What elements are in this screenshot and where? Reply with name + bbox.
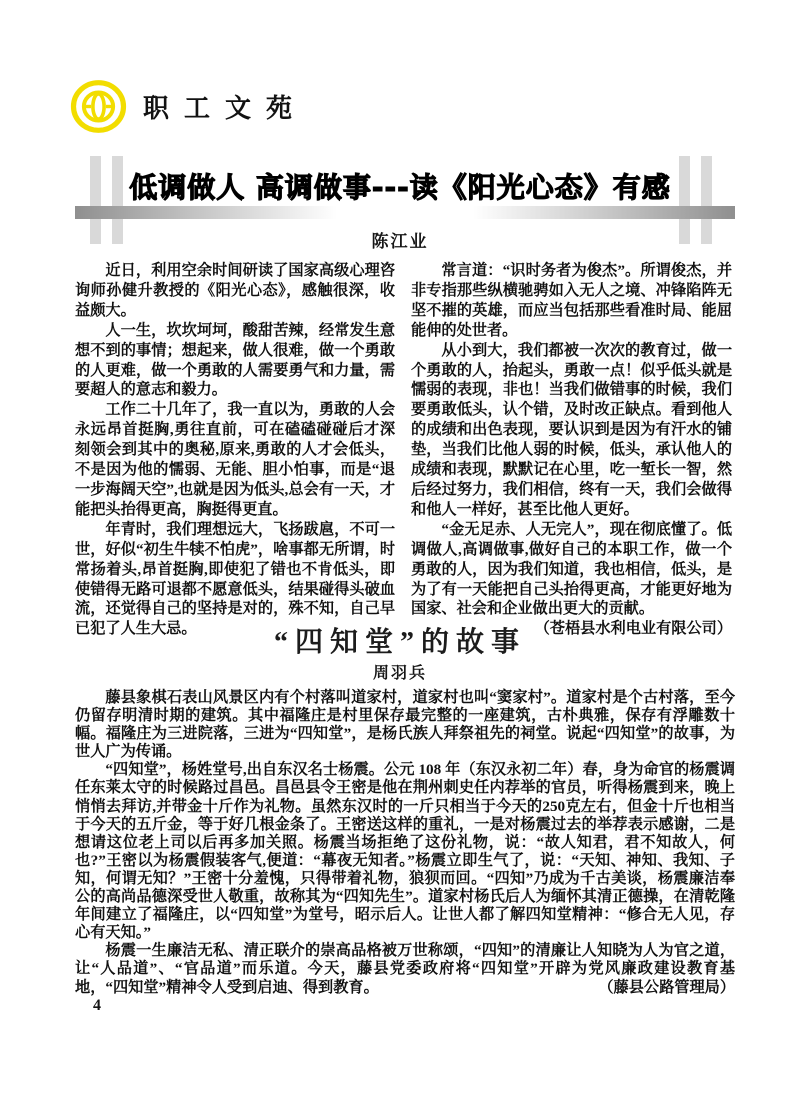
article1-right-column	[411, 261, 732, 639]
page-number: 4	[93, 997, 101, 1014]
paragraph: “四知堂”，杨姓堂号,出自东汉名士杨震。公元 108 年（东汉永初二年）春，身为命官的杨震调任东莱太守的时候路过昌邑。昌邑县令王密是他在荆州刺史任内荐举的官员，听得杨震到来，晚上悄悄去拜访,并带金十斤作为礼物。虽然东汉时的一斤只相当于今天的250克左右，但金十斤也相当于今天的五斤金，等于好几根金条了。王密送这样的重礼，一是对杨震过去的举荐表示感谢，二是想请这位老上司以后再多加关照。杨震当场拒绝了这份礼物，说：“故人知君，君不知故人，何也?”王密以为杨震假装客气,便道：“幕夜无知者。”杨震立即生气了，说：“天知、神知、我知、子知，何谓无知？”王密十分羞愧，只得带着礼物，狼狈而回。“四知”乃成为千古美谈，杨震廉洁奉公的高尚品德深受世人敬重，故称其为“四知先生”。道家村杨氏后人为缅怀其清正德操，在清乾隆年间建立了福隆庄，以“四知堂”为堂号，昭示后人。让世人都了解四知堂精神：“修合无人见，存心有天知。”	[75, 761, 735, 942]
deco-horizontal-bar-right	[473, 206, 735, 219]
paragraph	[75, 942, 735, 996]
paragraph: 从小到大，我们都被一次次的教育过，做一个勇敢的人，抬起头，勇敢一点！似乎低头就是懦弱的表现，非也！当我们做错事的时候，我们要勇敢低头，认个错，及时改正缺点。看到他人的成绩和出色表现，要认识到是因为有汗水的铺垫，当我们比他人弱的时候，低头，承认他人的成绩和表现，默默记在心里，吃一堑长一智，然后经过努力，我们相信，终有一天，我们会做得和他人一样好，甚至比他人更好。	[411, 341, 732, 518]
section-title: 职工文苑	[143, 94, 308, 123]
article2-attribution: （藤县公路管理局）	[598, 978, 735, 996]
paragraph-text: 杨震一生廉洁无私、清正联介的崇高品格被万世称颂，“四知”的清廉让人知晓为人为官之道，让“人品道”、“官品道”而乐道。今天，藤县党委政府将“四知堂”开辟为党风廉政建设教育基地，“四知堂”精神令人受到启迪、得到教育。	[75, 942, 735, 996]
paragraph: 人一生，坎坎坷坷，酸甜苦辣，经常发生意想不到的事情；想起来，做人很难，做一个勇敢的人更难，做一个勇敢的人需要勇气和力量，需要超人的意志和毅力。	[75, 321, 395, 399]
trade-union-logo-icon	[70, 80, 127, 133]
article2-body	[75, 689, 735, 997]
paragraph: 常言道：“识时务者为俊杰”。所谓俊杰，并非专指那些纵横驰骋如入无人之境、冲锋陷阵无坚不摧的英雄，而应当包括那些看准时局、能屈能伸的处世者。	[411, 262, 732, 339]
page-header	[70, 80, 307, 133]
paragraph: 藤县象棋石表山风景区内有个村落叫道家村，道家村也叫“窦家村”。道家村是个古村落，至今仍留存明清时期的建筑。其中福隆庄是村里保存最完整的一座建筑，古朴典雅，保存有浮雕数十幅。福隆庄为三进院落，三进为“四知堂”，是杨氏族人拜祭祖先的祠堂。说起“四知堂”的故事，为世人广为传诵。	[75, 689, 735, 761]
deco-horizontal-bar-left	[75, 206, 337, 219]
article1-author: 陈江业	[371, 232, 429, 251]
article2-title: “四知堂”的故事	[273, 627, 526, 658]
paragraph: 年青时，我们理想远大，飞扬跋扈，不可一世，好似“初生牛犊不怕虎”，啥事都无所谓，时常扬着头,昂首挺胸,即使犯了错也不肯低头，即使错得无路可退都不愿意低头，结果碰得头破血流，还觉得自己的坚持是对的，殊不知，自己早已犯了人生大忌。	[75, 520, 395, 638]
paragraph: 近日，利用空余时间研读了国家高级心理咨询师孙健升教授的《阳光心态》，感触很深，收益颇大。	[75, 262, 395, 319]
article1-title: 低调做人 高调做事---读《阳光心态》有感	[129, 171, 671, 204]
paragraph: “金无足赤、人无完人”，现在彻底懂了。低调做人,高调做事,做好自己的本职工作，做一个勇敢的人，因为我们知道，我也相信，低头，是为了有一天能把自己头抬得更高，才能更好地为国家、社会和企业做出更大的贡献。	[411, 520, 732, 618]
article1-attribution: （苍梧县水利电业有限公司）	[534, 620, 732, 638]
article2-author: 周羽兵	[372, 665, 427, 682]
paragraph: 工作二十几年了，我一直以为，勇敢的人会永远昂首挺胸,勇往直前，可在磕磕碰碰后才深刻领会到其中的奥秘,原来,勇敢的人才会低头，不是因为他的懦弱、无能、胆小怕事，而是“退一步海阔天空”,也就是因为低头,总会有一天，才能把头抬得更高，胸挺得更直。	[75, 401, 395, 518]
article1-left-column	[75, 261, 395, 639]
